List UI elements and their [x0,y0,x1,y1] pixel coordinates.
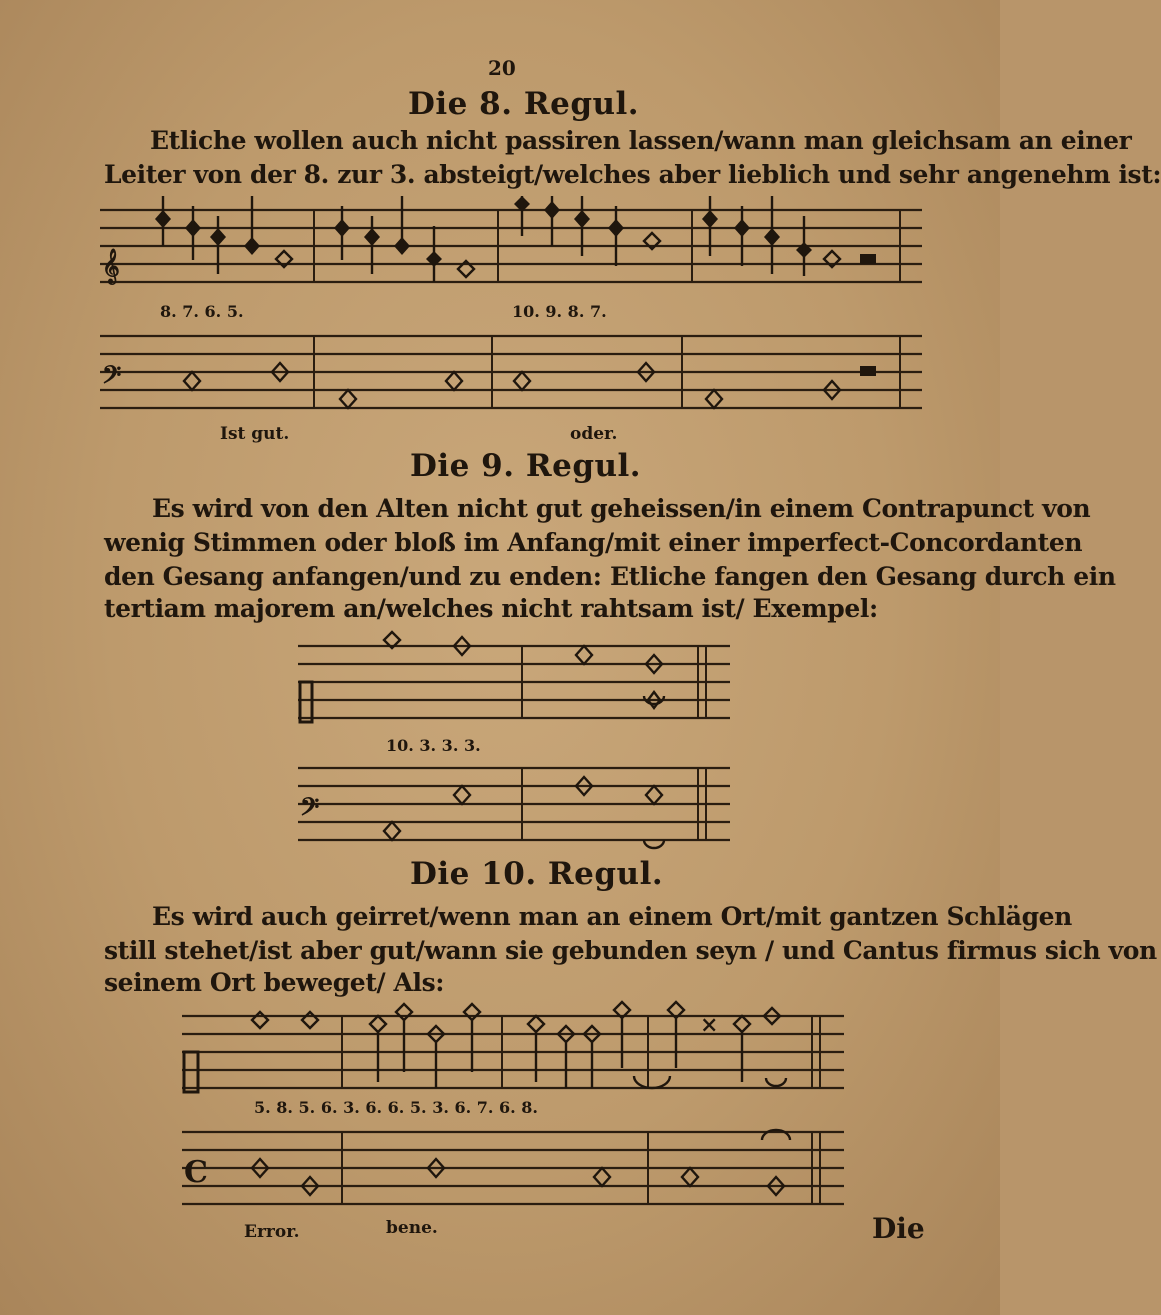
music-example-9-upper [298,630,730,730]
svg-text:𝄢: 𝄢 [300,793,320,828]
svg-text:C: C [184,1155,208,1190]
interval-numbers: 10. 3. 3. 3. [386,736,481,755]
body-line: Es wird auch geirret/wenn man an einem Ort/mit gantzen Schlägen [152,902,1072,931]
body-line: den Gesang anfangen/und zu enden: Etliche fangen den Gesang durch ein [104,562,1116,591]
interval-numbers: 5. 8. 5. 6. 3. 6. 6. 5. 3. 6. 7. 6. 8. [254,1098,538,1117]
music-example-9-lower [298,758,730,858]
interval-numbers: 8. 7. 6. 5. [160,302,244,321]
body-line: still stehet/ist aber gut/wann sie gebunden seyn / und Cantus firmus sich von [104,936,1157,965]
body-line: tertiam majorem an/welches nicht rahtsam ist/ Exempel: [104,594,878,623]
svg-text:𝄢: 𝄢 [102,361,122,396]
interval-numbers: 10. 9. 8. 7. [512,302,607,321]
heading-regel-8: Die 8. Regul. [408,86,640,122]
body-line: wenig Stimmen oder bloß im Anfang/mit einer imperfect-Concordanten [104,528,1083,557]
catchword: Die [872,1212,925,1245]
body-line: Es wird von den Alten nicht gut geheissen/in einem Contrapunct von [152,494,1091,523]
music-example-8-treble [100,196,922,306]
svg-text:𝄞: 𝄞 [102,249,120,284]
label-ist-gut: Ist gut. [220,424,290,444]
body-line: Leiter von der 8. zur 3. absteigt/welches aber lieblich und sehr angenehm ist: [104,160,1161,189]
body-line: seinem Ort beweget/ Als: [104,968,445,997]
music-example-10-lower [182,1122,844,1218]
label-bene: bene. [386,1218,438,1238]
music-example-8-bass [100,330,922,420]
page-number: 20 [488,56,516,80]
svg-text:×: × [700,1012,719,1038]
label-error: Error. [244,1222,300,1242]
heading-regel-9: Die 9. Regul. [410,448,642,484]
music-example-10-upper [182,1002,844,1098]
label-oder: oder. [570,424,618,444]
heading-regel-10: Die 10. Regul. [410,856,664,892]
body-line: Etliche wollen auch nicht passiren lassen/wann man gleichsam an einer [150,126,1132,155]
